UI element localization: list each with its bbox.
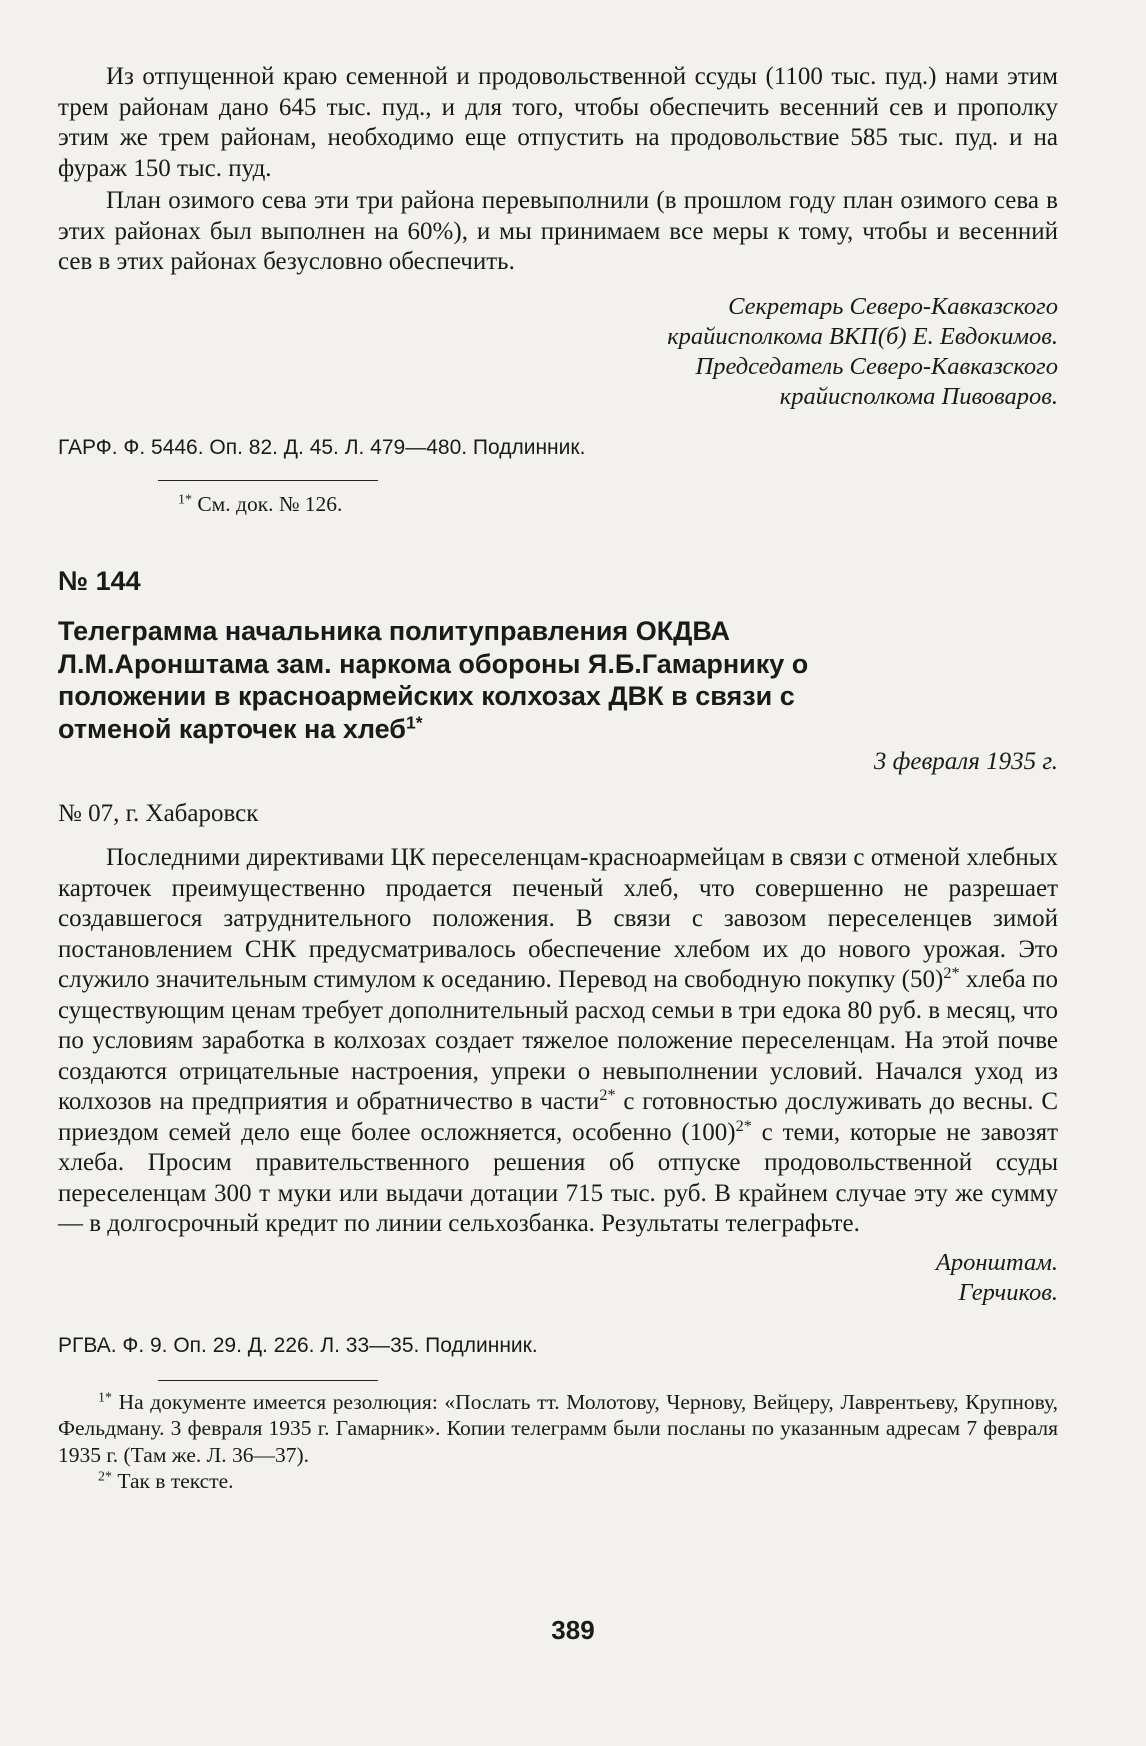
footnote-divider: [158, 1380, 378, 1381]
signature-block-telegram: [58, 1248, 1058, 1308]
signature-block-top: [58, 292, 1058, 412]
telegram-body-part: Последними директивами ЦК переселенцам-красноармейцам в связи с отменой хлебных карточек преимущественно продается печеный хлеб, что совершенно не разрешает создавшегося затруднительного положения. В связи с завозом переселенцев зимой постановлением СНК предусматривалось обеспечение хлебом их до нового урожая. Это служило значительным стимулом к оседанию. Перевод на свободную покупку (50): [58, 844, 1058, 993]
footnote-mark: 2*: [735, 1116, 752, 1135]
document-page: [58, 62, 1058, 1495]
footnote-mark: 2*: [599, 1086, 616, 1105]
document-title-text: Телеграмма начальника политуправления ОКДВА Л.М.Аронштама зам. наркома обороны Я.Б.Гамарнику о положении в красноармейских колхозах ДВК в связи с отменой карточек на хлеб: [58, 616, 809, 744]
footnote-mark: 2*: [98, 1469, 112, 1485]
telegram-body-part: с теми, которые не завозят хлеба. Просим правительственного решения об отпуске продовольственной ссуды переселенцам 300 т муки или выдачи дотации 715 тыс. руб. В крайнем случае эту же сумму — в долгосрочный кредит по линии сельхозбанка. Результаты телеграфьте.: [58, 1118, 1058, 1237]
telegram-number: № 07, г. Хабаровск: [58, 800, 259, 827]
signature-line: крайисполкома ВКП(б) Е. Евдокимов.: [667, 322, 1058, 350]
telegram-body-part: хлеба по существующим ценам требует дополнительный расход семьи в три едока 80 руб. в месяц, что по условиям заработка в колхозах создает тяжелое положение переселенцам. На этой почве создаются отрицательные настроения, упреки о невыполнении условий. Начался уход из колхозов на предприятия и обратничество в части: [58, 966, 1058, 1115]
footnote: [178, 491, 1058, 518]
signature-line: крайисполкома Пивоваров.: [779, 382, 1058, 410]
telegram-body-part: с готовностью дослуживать до весны. С приездом семей дело еще более осложняется, особенно (100): [58, 1088, 1058, 1146]
signature-line: Аронштам.: [935, 1248, 1058, 1276]
document-number: № 144: [58, 566, 141, 596]
archive-reference: РГВА. Ф. 9. Оп. 29. Д. 226. Л. 33—35. Подлинник.: [58, 1333, 538, 1357]
footnote-mark: 1*: [98, 1389, 112, 1405]
signature-line: Председатель Северо-Кавказского: [695, 352, 1058, 380]
footnote-mark: 2*: [943, 964, 960, 983]
document-date: 3 февраля 1935 г.: [873, 748, 1058, 775]
telegram-body: [58, 843, 1058, 1240]
footnote-text: См. док. № 126.: [191, 491, 343, 516]
archive-reference: ГАРФ. Ф. 5446. Оп. 82. Д. 45. Л. 479—480. Подлинник.: [58, 435, 586, 459]
signature-line: Секретарь Северо-Кавказского: [728, 292, 1058, 320]
paragraph-winter-sowing: План озимого сева эти три района перевыполнили (в прошлом году план озимого сева в этих районах был выполнен на 60%), и мы принимаем все меры к тому, чтобы и весенний сев в этих районах безусловно обеспечить.: [58, 187, 1058, 275]
footnote-divider: [158, 480, 378, 481]
footnote-text: Так в тексте.: [111, 1469, 234, 1493]
title-footnote-mark: 1*: [405, 711, 423, 732]
paragraph-seed-loan: Из отпущенной краю семенной и продовольственной ссуды (1100 тыс. пуд.) нами этим трем районам дано 645 тыс. пуд., и для того, чтобы обеспечить весенний сев и прополку этим же трем районам, необходимо еще отпустить на продовольствие 585 тыс. пуд. и на фураж 150 тыс. пуд.: [58, 63, 1058, 182]
footnote: [58, 1389, 1058, 1469]
footnote: [58, 1468, 1058, 1495]
document-title: [58, 615, 858, 745]
signature-line: Герчиков.: [958, 1278, 1058, 1306]
footnote-text: На документе имеется резолюция: «Послать тт. Молотову, Чернову, Вейцеру, Лаврентьеву, Крупнову, Фельдману. 3 февраля 1935 г. Гамарник». Копии телеграмм были посланы по указанным адресам 7 февраля 1935 г. (Там же. Л. 36—37).: [58, 1389, 1058, 1467]
footnote-mark: 1*: [178, 491, 192, 507]
page-number: 389: [551, 1615, 595, 1645]
